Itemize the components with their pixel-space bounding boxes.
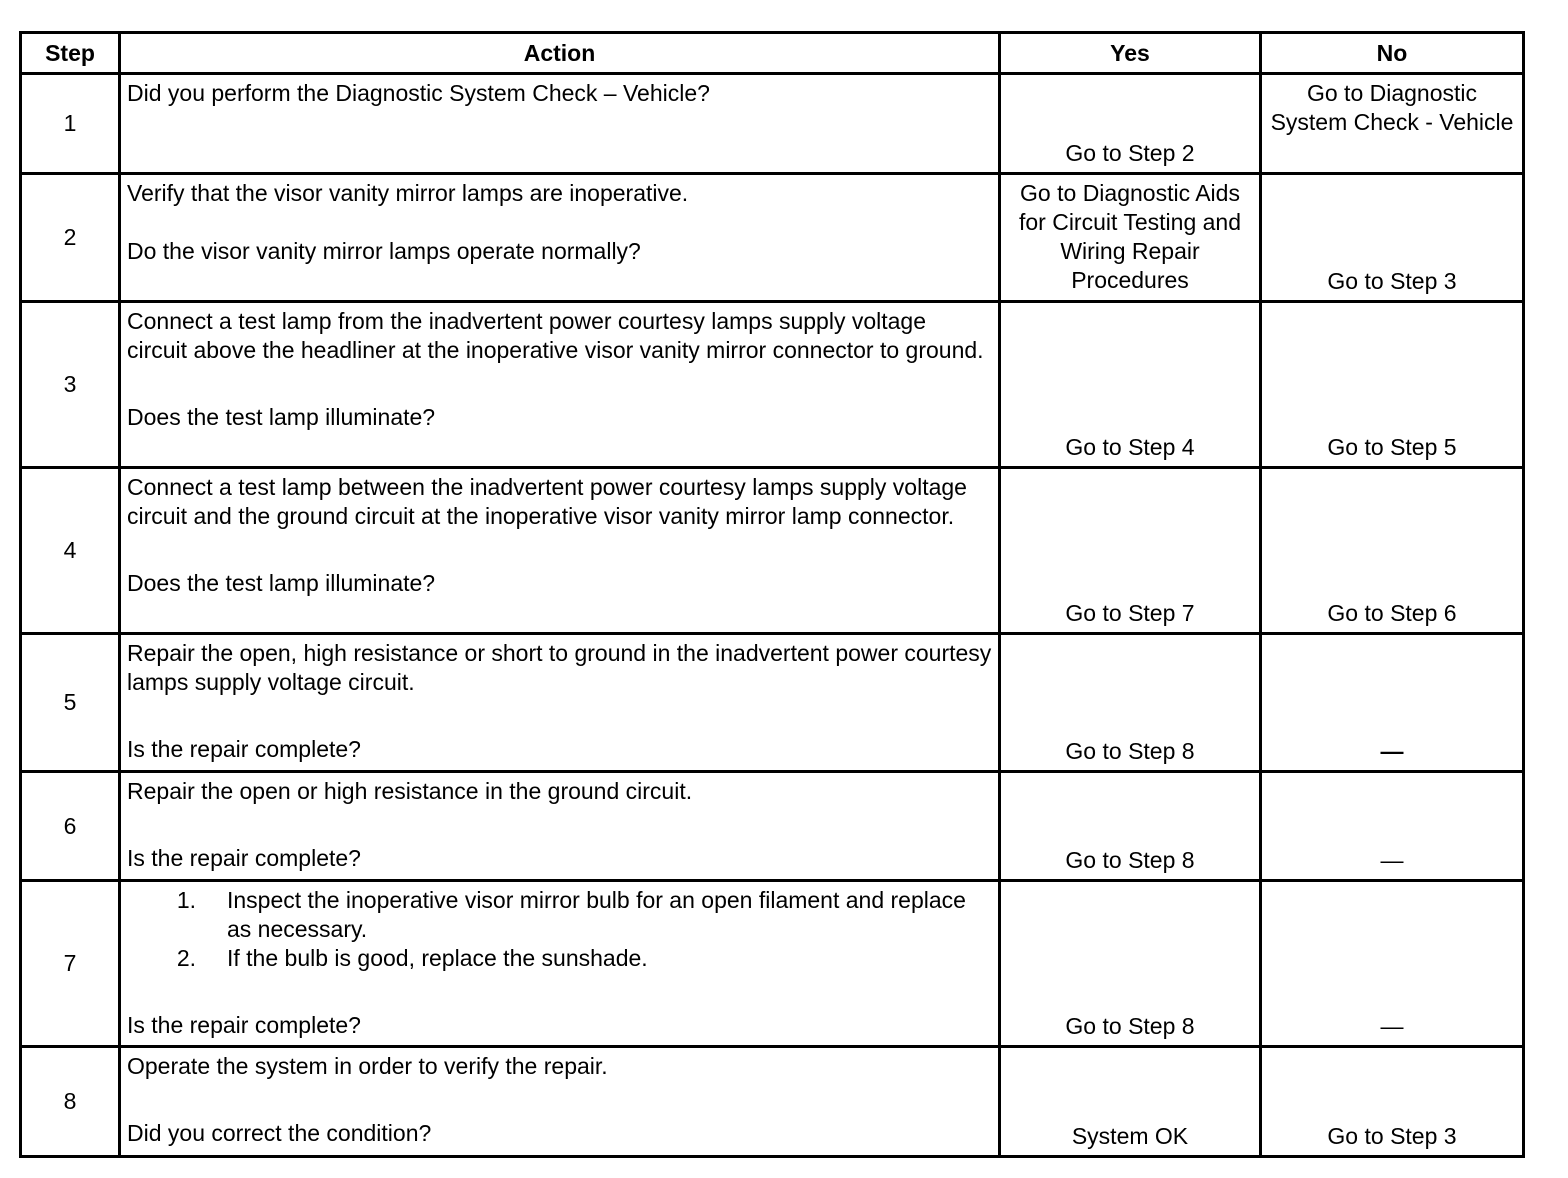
- action-cell: [120, 772, 1000, 881]
- action-cell: [120, 74, 1000, 174]
- action-steps-list: [127, 886, 992, 973]
- action-cell: [120, 634, 1000, 772]
- action-text: Verify that the visor vanity mirror lamps are inoperative.: [127, 180, 689, 206]
- action-cell: [120, 1047, 1000, 1157]
- list-text: Inspect the inoperative visor mirror bulb for an open filament and replace as necessary.: [227, 887, 966, 942]
- list-text: If the bulb is good, replace the sunshade.: [227, 945, 648, 971]
- table-row: [21, 881, 1524, 1047]
- step-number: 1: [21, 74, 120, 174]
- action-text: Operate the system in order to verify the repair.: [127, 1053, 608, 1079]
- diagnostic-table: [19, 31, 1525, 1158]
- yes-result: Go to Diagnostic Aids for Circuit Testing and Wiring Repair Procedures: [1000, 174, 1261, 302]
- header-yes: Yes: [1000, 33, 1261, 74]
- list-item: [127, 944, 992, 973]
- step-number: 2: [21, 174, 120, 302]
- action-question: Is the repair complete?: [127, 736, 361, 762]
- no-result: —: [1261, 634, 1524, 772]
- step-number: 5: [21, 634, 120, 772]
- action-cell: [120, 468, 1000, 634]
- step-number: 6: [21, 772, 120, 881]
- action-text: Connect a test lamp between the inadvertent power courtesy lamps supply voltage circuit and the ground circuit at the inoperative visor vanity mirror lamp connector.: [127, 474, 967, 529]
- yes-result: Go to Step 8: [1000, 634, 1261, 772]
- table-row: [21, 302, 1524, 468]
- no-result: Go to Step 6: [1261, 468, 1524, 634]
- step-number: 7: [21, 881, 120, 1047]
- action-question: Does the test lamp illuminate?: [127, 570, 436, 596]
- no-result: Go to Diagnostic System Check - Vehicle: [1261, 74, 1524, 174]
- action-question: Is the repair complete?: [127, 845, 361, 871]
- yes-result: Go to Step 4: [1000, 302, 1261, 468]
- yes-result: Go to Step 7: [1000, 468, 1261, 634]
- action-text: Repair the open or high resistance in the ground circuit.: [127, 778, 693, 804]
- action-cell: [120, 302, 1000, 468]
- list-number: 1.: [176, 887, 196, 913]
- step-number: 3: [21, 302, 120, 468]
- header-step: Step: [21, 33, 120, 74]
- action-text: Repair the open, high resistance or short to ground in the inadvertent power courtesy lamps supply voltage circuit.: [127, 640, 992, 695]
- no-result: Go to Step 5: [1261, 302, 1524, 468]
- header-row: [21, 33, 1524, 74]
- action-question: Did you correct the condition?: [127, 1120, 432, 1146]
- table-row: [21, 74, 1524, 174]
- table-row: [21, 772, 1524, 881]
- list-item: [127, 886, 992, 944]
- step-number: 8: [21, 1047, 120, 1157]
- no-result: Go to Step 3: [1261, 174, 1524, 302]
- no-result: Go to Step 3: [1261, 1047, 1524, 1157]
- no-result: —: [1261, 772, 1524, 881]
- table-row: [21, 174, 1524, 302]
- action-cell: [120, 881, 1000, 1047]
- action-cell: [120, 174, 1000, 302]
- action-text: Did you perform the Diagnostic System Check – Vehicle?: [127, 80, 710, 106]
- yes-result: Go to Step 8: [1000, 881, 1261, 1047]
- yes-result: Go to Step 8: [1000, 772, 1261, 881]
- action-question: Is the repair complete?: [127, 1012, 361, 1038]
- action-text: Connect a test lamp from the inadvertent power courtesy lamps supply voltage circuit above the headliner at the inoperative visor vanity mirror connector to ground.: [127, 308, 984, 363]
- list-number: 2.: [176, 945, 196, 971]
- header-no: No: [1261, 33, 1524, 74]
- table-row: [21, 634, 1524, 772]
- yes-result: Go to Step 2: [1000, 74, 1261, 174]
- action-question: Do the visor vanity mirror lamps operate normally?: [127, 238, 641, 264]
- header-action: Action: [120, 33, 1000, 74]
- action-question: Does the test lamp illuminate?: [127, 404, 436, 430]
- yes-result: System OK: [1000, 1047, 1261, 1157]
- step-number: 4: [21, 468, 120, 634]
- table-row: [21, 1047, 1524, 1157]
- table-row: [21, 468, 1524, 634]
- no-result: —: [1261, 881, 1524, 1047]
